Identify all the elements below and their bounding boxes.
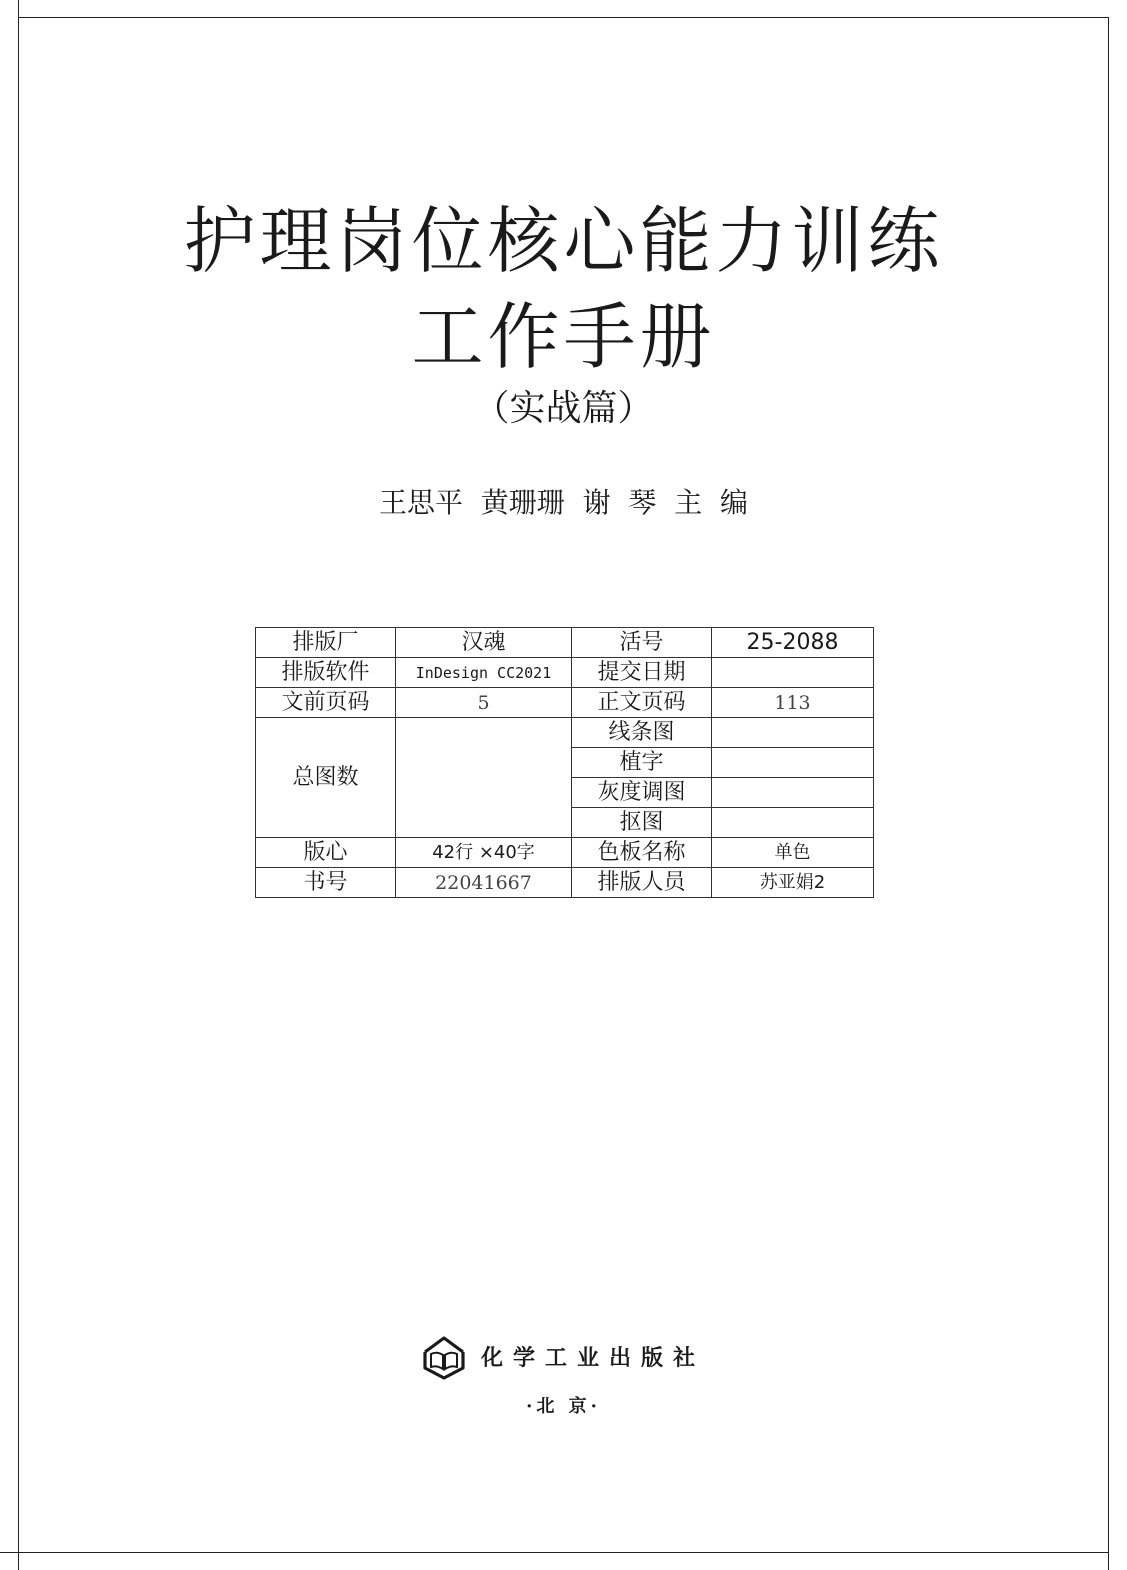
table-cell: 苏亚娟2 xyxy=(712,868,874,898)
table-row xyxy=(256,628,874,658)
table-cell: InDesign CC2021 xyxy=(396,658,572,688)
book-house-logo-icon xyxy=(421,1332,467,1380)
table-row xyxy=(256,838,874,868)
table-cell: 总图数 xyxy=(256,718,396,838)
table-cell xyxy=(712,748,874,778)
table-cell: 113 xyxy=(712,688,874,718)
table-cell: 排版软件 xyxy=(256,658,396,688)
table-cell xyxy=(712,778,874,808)
table-cell: 正文页码 xyxy=(572,688,712,718)
table-cell: 排版厂 xyxy=(256,628,396,658)
table-cell: 版心 xyxy=(256,838,396,868)
table-row xyxy=(256,688,874,718)
trim-line-top xyxy=(18,17,1109,18)
trim-line-bottom xyxy=(0,1552,1109,1553)
table-cell: 色板名称 xyxy=(572,838,712,868)
table-cell: 提交日期 xyxy=(572,658,712,688)
table-cell: 抠图 xyxy=(572,808,712,838)
table-cell: 排版人员 xyxy=(572,868,712,898)
book-editors: 王思平 黄珊珊 谢 琴 主 编 xyxy=(378,486,748,519)
table-cell: 线条图 xyxy=(572,718,712,748)
table-cell: 汉魂 xyxy=(396,628,572,658)
table-cell xyxy=(712,718,874,748)
table-cell: 22041667 xyxy=(396,868,572,898)
publisher-name: 化学工业出版社 xyxy=(481,1344,706,1371)
table-cell: 单色 xyxy=(712,838,874,868)
table-cell: 书号 xyxy=(256,868,396,898)
book-subtitle: （实战篇） xyxy=(473,388,654,429)
table-cell: 5 xyxy=(396,688,572,718)
table-cell xyxy=(712,808,874,838)
table-cell xyxy=(396,718,572,838)
table-cell: 活号 xyxy=(572,628,712,658)
table-cell: 42行 ×40字 xyxy=(396,838,572,868)
table-cell: 灰度调图 xyxy=(572,778,712,808)
table-cell: 文前页码 xyxy=(256,688,396,718)
publisher-block xyxy=(421,1332,705,1380)
production-info-table xyxy=(255,627,874,898)
table-cell xyxy=(712,658,874,688)
publisher-city: ·北 京· xyxy=(526,1396,601,1417)
table-row xyxy=(256,868,874,898)
table-cell: 25-2088 xyxy=(712,628,874,658)
table-row xyxy=(256,718,874,748)
table-cell: 植字 xyxy=(572,748,712,778)
book-title-line2: 工作手册 xyxy=(411,295,716,379)
book-title-line1: 护理岗位核心能力训练 xyxy=(183,199,944,283)
table-row xyxy=(256,658,874,688)
